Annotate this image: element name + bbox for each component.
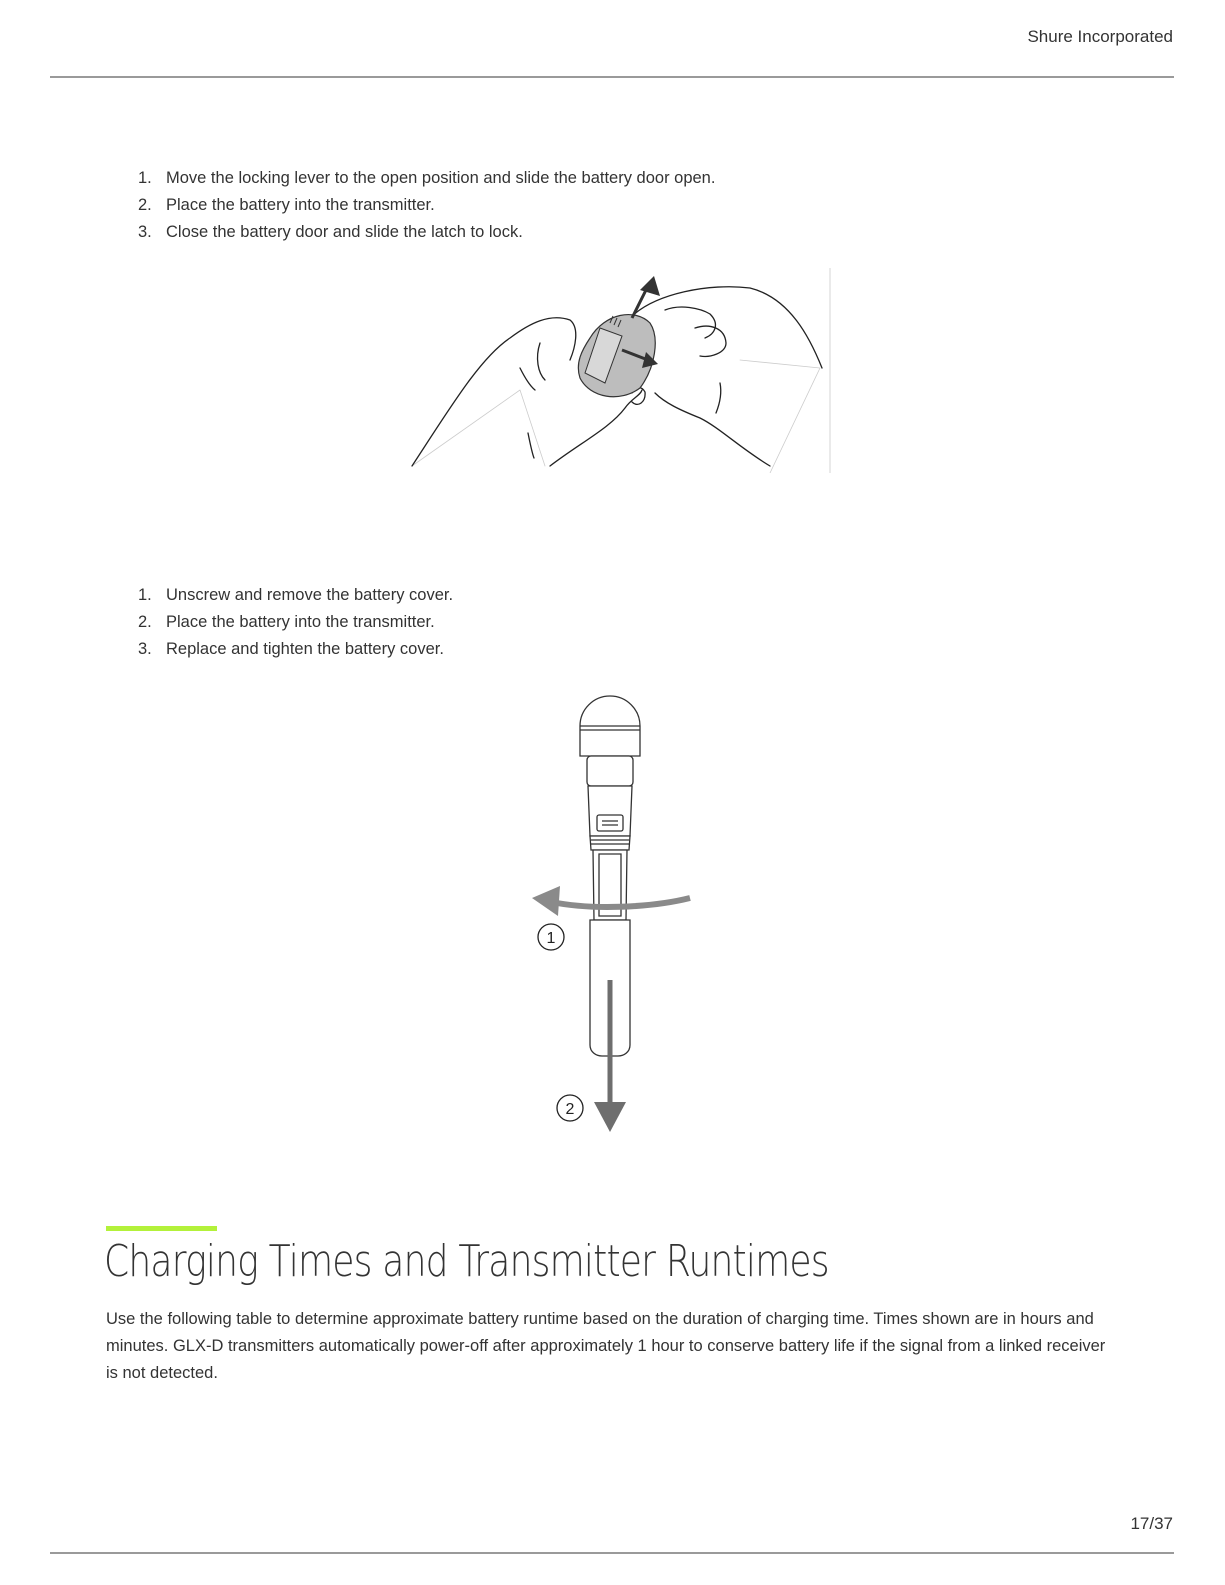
page-number: 17/37	[1130, 1514, 1173, 1533]
step-text: Place the battery into the transmitter.	[166, 196, 435, 214]
bodypack-steps-list	[138, 165, 715, 246]
step-text: Move the locking lever to the open position and slide the battery door open.	[166, 169, 716, 187]
bodypack-battery-illustration	[410, 268, 835, 473]
handheld-battery-illustration	[520, 690, 710, 1140]
footer-divider	[50, 1552, 1174, 1554]
step-text: Close the battery door and slide the latch to lock.	[166, 223, 523, 241]
step-number: 3.	[138, 640, 152, 658]
list-item	[138, 609, 453, 636]
section-title: Charging Times and Transmitter Runtimes	[104, 1236, 829, 1287]
list-item	[138, 582, 453, 609]
list-item	[138, 219, 715, 246]
step-number: 1.	[138, 586, 152, 604]
step-number: 1.	[138, 169, 152, 187]
step-number: 2.	[138, 196, 152, 214]
step-number: 3.	[138, 223, 152, 241]
handheld-steps-list	[138, 582, 453, 663]
section-accent-bar	[106, 1226, 217, 1231]
step-text: Place the battery into the transmitter.	[166, 613, 435, 631]
section-body: Use the following table to determine approximate battery runtime based on the duration of charging time. Times shown are in hours and minutes. GLX-D transmitters automatically power-off after approximately 1 hour to conserve battery life if the signal from a linked receiver is not detected.	[106, 1310, 1106, 1382]
list-item	[138, 165, 715, 192]
step-text: Unscrew and remove the battery cover.	[166, 586, 454, 604]
header-company: Shure Incorporated	[1027, 27, 1173, 46]
callout-1-label: 1	[546, 930, 556, 947]
step-number: 2.	[138, 613, 152, 631]
header-divider	[50, 76, 1174, 78]
list-item	[138, 192, 715, 219]
step-text: Replace and tighten the battery cover.	[166, 640, 444, 658]
callout-2-label: 2	[565, 1101, 575, 1118]
list-item	[138, 636, 453, 663]
